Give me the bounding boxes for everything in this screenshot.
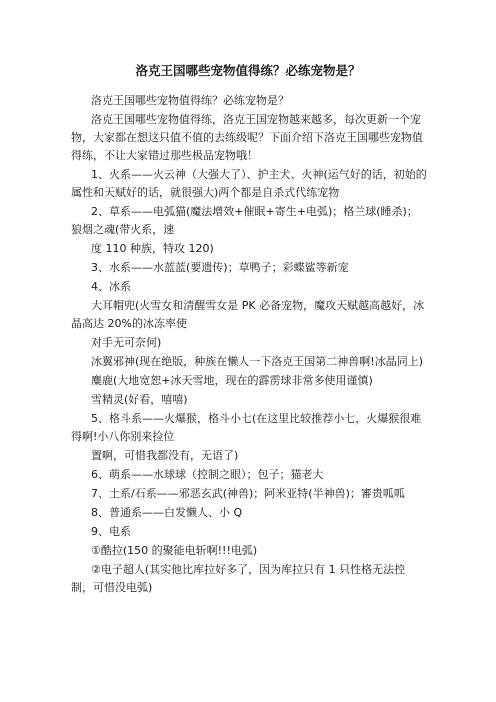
paragraph-ice-4: 雪精灵(好看，嘻嘻): [91, 393, 188, 406]
paragraph-ice-1: 大耳帽兜(火雪女和清醒雪女是 PK 必备宠物，魔攻天赋越高越好，冰晶高达 20%的冰冻率使: [71, 299, 425, 330]
paragraph-fighting: 5、格斗系——火爆猴，格斗小七(在这里比较推荐小七，火爆猴很难得啊!小八你别来捡位: [71, 412, 422, 443]
paragraph-grass-cont: 度 110 种族，特攻 120): [91, 242, 214, 255]
paragraph-cute: 6、萌系——水球球（控制之眼）；包子；猫老大: [91, 468, 324, 481]
paragraph-water: 3、水系——水蓝蓝(要遗传)；草鸭子；彩蝶鲨等新宠: [91, 261, 349, 274]
paragraph-ice-1-cont: 对手无可奈何): [91, 336, 162, 349]
paragraph-fire: 1、火系——火云神（大强大了）、护主犬、火神(运气好的话，初始的属性和天赋好的话，就很强大)两个都是自杀式代练宠物: [71, 168, 427, 199]
paragraph-ice-2: 冰翼邪神(现在绝版，种族在懒人一下洛克王国第二神兽啊!冰晶同上): [91, 355, 423, 368]
paragraph-intro: 洛克王国哪些宠物值得练，洛克王国宠物越来越多，每次更新一个宠物，大家都在想这只值不值的去练级呢？下面介绍下洛克王国哪些宠物值得练，不让大家错过那些极品宠物哦！: [71, 113, 423, 162]
paragraph-earth: 7、土系/石系——邪恶玄武(神兽)；阿米亚特(半神兽)；審贵呱呱: [91, 487, 405, 500]
document-body: [71, 92, 427, 598]
paragraph-electric-heading: 9、电系: [91, 525, 131, 538]
paragraph-electric-2: ②电子超人(其实他比库拉好多了，因为库拉只有 1 只性格无法控制，可惜没电弧): [71, 563, 406, 594]
paragraph-electric-1: ①酷拉(150 的聚能电斩啊!!!电弧): [91, 544, 258, 557]
paragraph-ice-3: 麋鹿(大地宽恕+冰天雪地，现在的霹雳球非常多使用谨慎): [91, 374, 373, 387]
paragraph-normal: 8、普通系——白发懒人、小 Q: [91, 506, 243, 519]
paragraph-intro-heading: 洛克王国哪些宠物值得练？必练宠物是？: [91, 94, 289, 107]
paragraph-grass: 2、草系——电弧猫(魔法增效+催眠+寄生+电弧)；格兰球(睡杀)；狼烟之魂(带火系，速: [71, 205, 418, 236]
document-title: 洛克王国哪些宠物值得练？必练宠物是？: [135, 63, 361, 78]
paragraph-fighting-cont: 置啊，可惜我都没有，无语了): [91, 449, 239, 462]
paragraph-ice-heading: 4、冰系: [91, 280, 131, 293]
